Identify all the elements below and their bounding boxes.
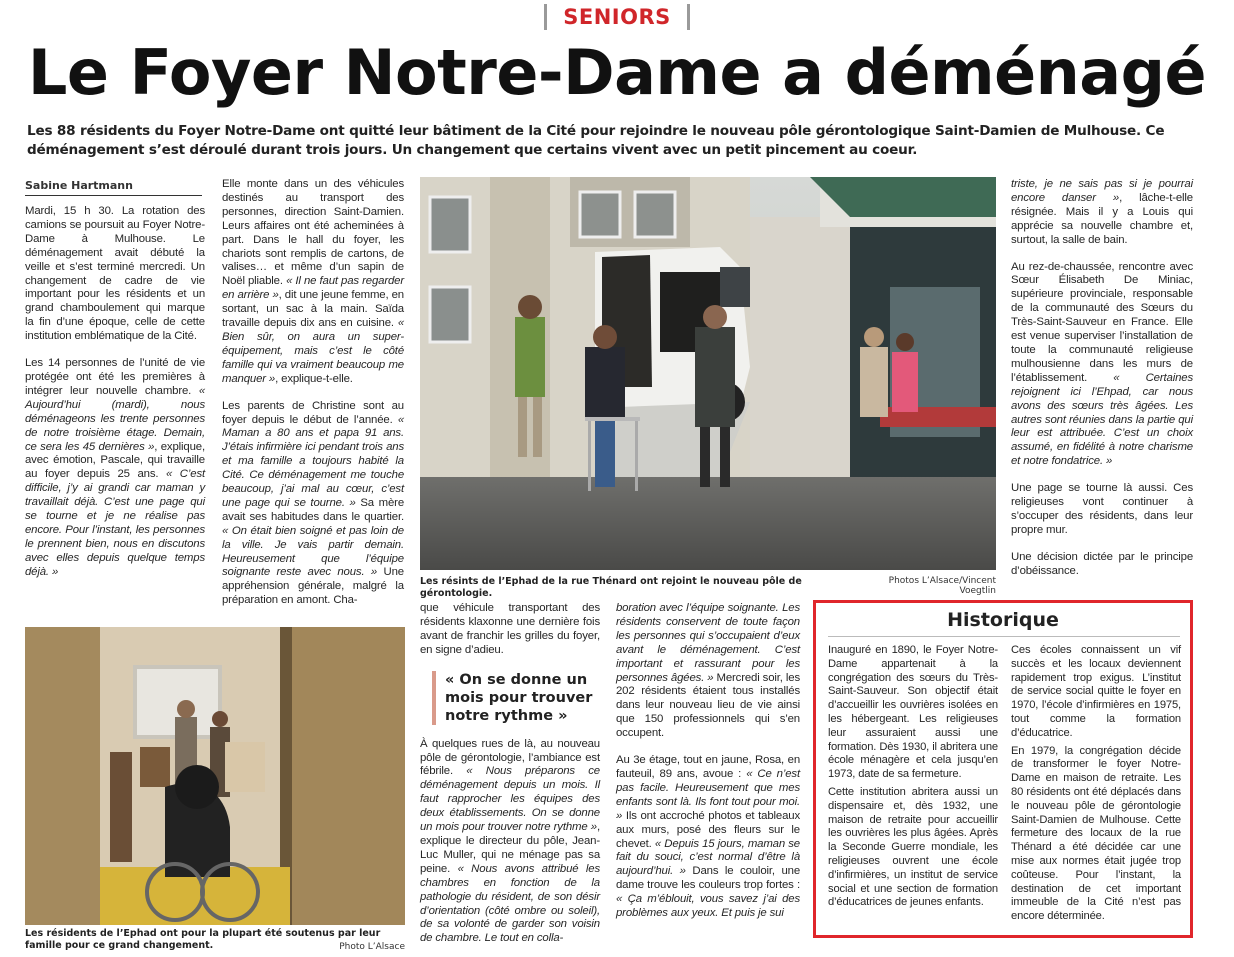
rubric-divider-right	[687, 4, 690, 30]
main-photo-caption: Les résints de l’Ephad de la rue Thénard ont rejoint le nouveau pôle de gérontologie.	[420, 576, 802, 599]
article-column-4	[616, 602, 800, 934]
historique-paragraph: Cette institution abritera aussi un dispensaire et, dès 1932, une maison de retraite pour accueillir les ouvrières les plus âgées. Après la Seconde Guerre mondiale, les religieuses ouvrent une école d’infirmières, un institut de service social et une section de formation d’éducatrices de jeunes enfants.	[828, 785, 998, 909]
article-paragraph: boration avec l’équipe soignante. Les résidents conservent de toute façon les personnes qui s’occupaient d’eux avant le déménagement. C’est important et rassurant pour les personnes âgées. » Mercredi soir, les 202 résidents étaient tous installés dans leur nouveau lieu de vie ainsi que 150 professionnels qui s’en occupent.	[616, 602, 800, 740]
article-column-1	[25, 205, 205, 593]
historique-column-2	[1011, 644, 1181, 928]
article-lead: Les 88 résidents du Foyer Notre-Dame ont quitté leur bâtiment de la Cité pour rejoindre le nouveau pôle gérontologique Saint-Damien de Mulhouse. Ce déménagement s’est déroulé durant trois jours. Un changement que certains vivent avec un petit pincement au coeur.	[27, 123, 1165, 158]
historique-paragraph: Ces écoles connaissent un vif succès et les locaux deviennent rapidement trop exigus. L’institut de service social quitte le foyer en 1970, l’école d’infirmières en 1975, tout comme la formation d’éducatrice.	[1011, 644, 1181, 739]
second-photo	[25, 627, 405, 925]
second-photo-caption: Les résidents de l’Ephad ont pour la plupart été soutenus par leur famille pour ce grand changement.	[25, 928, 381, 951]
moving-van-illustration	[420, 177, 996, 570]
article-column-2	[222, 178, 404, 621]
rubric-divider-left	[544, 4, 547, 30]
main-photo	[420, 177, 996, 570]
pull-quote: « On se donne un mois pour trouver notre rythme »	[432, 671, 602, 725]
author-byline: Sabine Hartmann	[25, 179, 202, 196]
historique-title: Historique	[947, 609, 1059, 631]
article-paragraph: Au 3e étage, tout en jaune, Rosa, en fauteuil, 89 ans, avoue : « Ce n’est pas facile. Heureusement que mes enfants sont là. Ils font tout pour moi. » Ils ont accroché photos et tableaux aux murs, posé des fleurs sur le chevet. « Depuis 15 jours, maman se fait du souci, c’est normal d’être là aujourd’hui. » Dans le couloir, une dame trouve les couleurs trop fortes : « Ça m’éblouit, vous savez j’ai des problèmes aux yeux. Et puis je sui	[616, 754, 801, 920]
article-headline: Le Foyer Notre-Dame a déménagé	[27, 36, 1207, 109]
article-paragraph: Les 14 personnes de l’unité de vie protégée ont été les premières à intégrer leur nouvelle chambre. « Aujourd’hui (mardi), nous déménageons les trente personnes de notre troisième étage. Demain, ce sera les 45 dernières », explique, avec émotion, Pascale, qui travaille au foyer depuis 25 ans. « C’est difficile, j’y ai grandi car maman y travaillait déjà. C’est une page qui se tourne et je ne réalise pas encore. Pour l’instant, les personnes le prennent bien, nous en discutons avec elles depuis quelque temps déjà. »	[25, 357, 206, 578]
article-paragraph: Au rez-de-chaussée, rencontre avec Sœur Élisabeth De Miniac, supérieure provinciale, responsable de la communauté des Sœurs du Très-Saint-Sauveur en France. Elle est venue superviser l’installation de toute la communauté religieuse mulhousienne dans les murs de l’établissement. « Certaines rejoignent ici l’Ehpad, car nous avons des sœurs très âgées. Les autres sont réunies dans la partie qui leur est attribuée. C’est un choix assumé, en fidélité à notre charisme et notre fondatrice. »	[1011, 260, 1193, 468]
second-photo-credit: Photo L’Alsace	[339, 942, 405, 952]
historique-paragraph: Inauguré en 1890, le Foyer Notre-Dame appartenait à la congrégation des sœurs du Très-Saint-Sauveur. Son objectif était d’accueillir les ouvrières isolées en les hébergeant. Les religieuses leur assuraient aussi une formation. Dès 1930, il abritera une école ménagère et cela jusqu’en 1973, date de sa fermeture.	[828, 644, 998, 781]
article-paragraph: Les parents de Christine sont au foyer depuis le début de l’année. « Maman a 80 ans et papa 91 ans. J’étais infirmière ici pendant trois ans et ma famille a toujours habité la Cité. Ce déménagement me touche beaucoup, j’ai mal au cœur, c’est une page qui se tourne. » Sa mère avait ses habitudes dans le quartier. « On était bien soigné et pas loin de la ville. Je vais partir demain. Heureusement que l’équipe soignante reste avec nous. » Une appréhension générale, malgré la préparation en amont. Cha-	[222, 399, 405, 607]
article-column-3	[420, 602, 600, 957]
article-paragraph: Une page se tourne là aussi. Ces religieuses vont continuer à s’occuper des résidents, dans leur propre mur.	[1011, 482, 1193, 536]
historique-column-1	[828, 644, 998, 914]
article-paragraph: À quelques rues de là, au nouveau pôle de gérontologie, l’ambiance est fébrile. « Nous préparons ce déménagement depuis un mois. Il faut rapprocher les équipes des deux établissements. On se donne un mois pour trouver notre rythme », explique le directeur du pôle, Jean-Luc Muller, qui ne ménage pas sa peine. « Nous avons attribué les chambres en fonction de la pathologie du résident, de son désir d’orientation (côté ombre ou soleil), de sa volonté de garder son voisin de chambre. Le tout en colla-	[420, 737, 600, 945]
historique-paragraph: En 1979, la congrégation décide de transformer le foyer Notre-Dame en maison de retraite. Les 80 résidents ont été déplacés dans le nouveau pôle de gérontologie Saint-Damien de Mulhouse. Cette fermeture des locaux de la rue Thénard a été décidée car une mise aux normes était jugée trop coûteuse. Pour l’instant, la destination de cet important immeuble de la Cité n’est pas encore déterminée.	[1011, 744, 1181, 923]
section-rubric	[0, 4, 1234, 30]
rubric-label: SENIORS	[563, 5, 671, 29]
article-paragraph: Une décision dictée par le principe d’obéissance.	[1011, 550, 1193, 577]
main-photo-credit: Photos L’Alsace/Vincent Voegtlin	[888, 576, 996, 596]
article-column-5	[1011, 178, 1193, 592]
article-paragraph: triste, je ne sais pas si je pourrai encore danser », lâche-t-elle résignée. Mais il y a Louis qui apprécie sa nouvelle chambre et, surtout, la salle de bain.	[1011, 178, 1193, 246]
article-paragraph: que véhicule transportant des résidents klaxonne une dernière fois avant de franchir les grilles du foyer, en signe d’adieu.	[420, 602, 600, 656]
article-paragraph: Elle monte dans un des véhicules destinés au transport des personnes, direction Saint-Damien. Leurs affaires ont été acheminées à part. Dans le hall du foyer, les chariots sont remplis de cartons, de valises… et même d’un sapin de Noël pliable. « Il ne faut pas regarder en arrière », dit une jeune femme, en sortant, un sac à la main. Saïda travaille depuis dix ans en cuisine. « Bien sûr, on aura un super-équipement, mais c’est le côté famille qui va vraiment beaucoup me manquer », explique-t-elle.	[222, 178, 404, 385]
historique-divider	[828, 636, 1180, 637]
room-wheelchair-illustration	[25, 627, 405, 925]
article-paragraph: Mardi, 15 h 30. La rotation des camions se poursuit au Foyer Notre-Dame à Mulhouse. Le déménagement avait débuté la veille et s’est terminé mercredi. Un changement de cadre de vie important pour les résidents et un grand chamboulement qui marque la fin d’une époque, celle de cette institution emblématique de la Cité.	[25, 205, 205, 343]
